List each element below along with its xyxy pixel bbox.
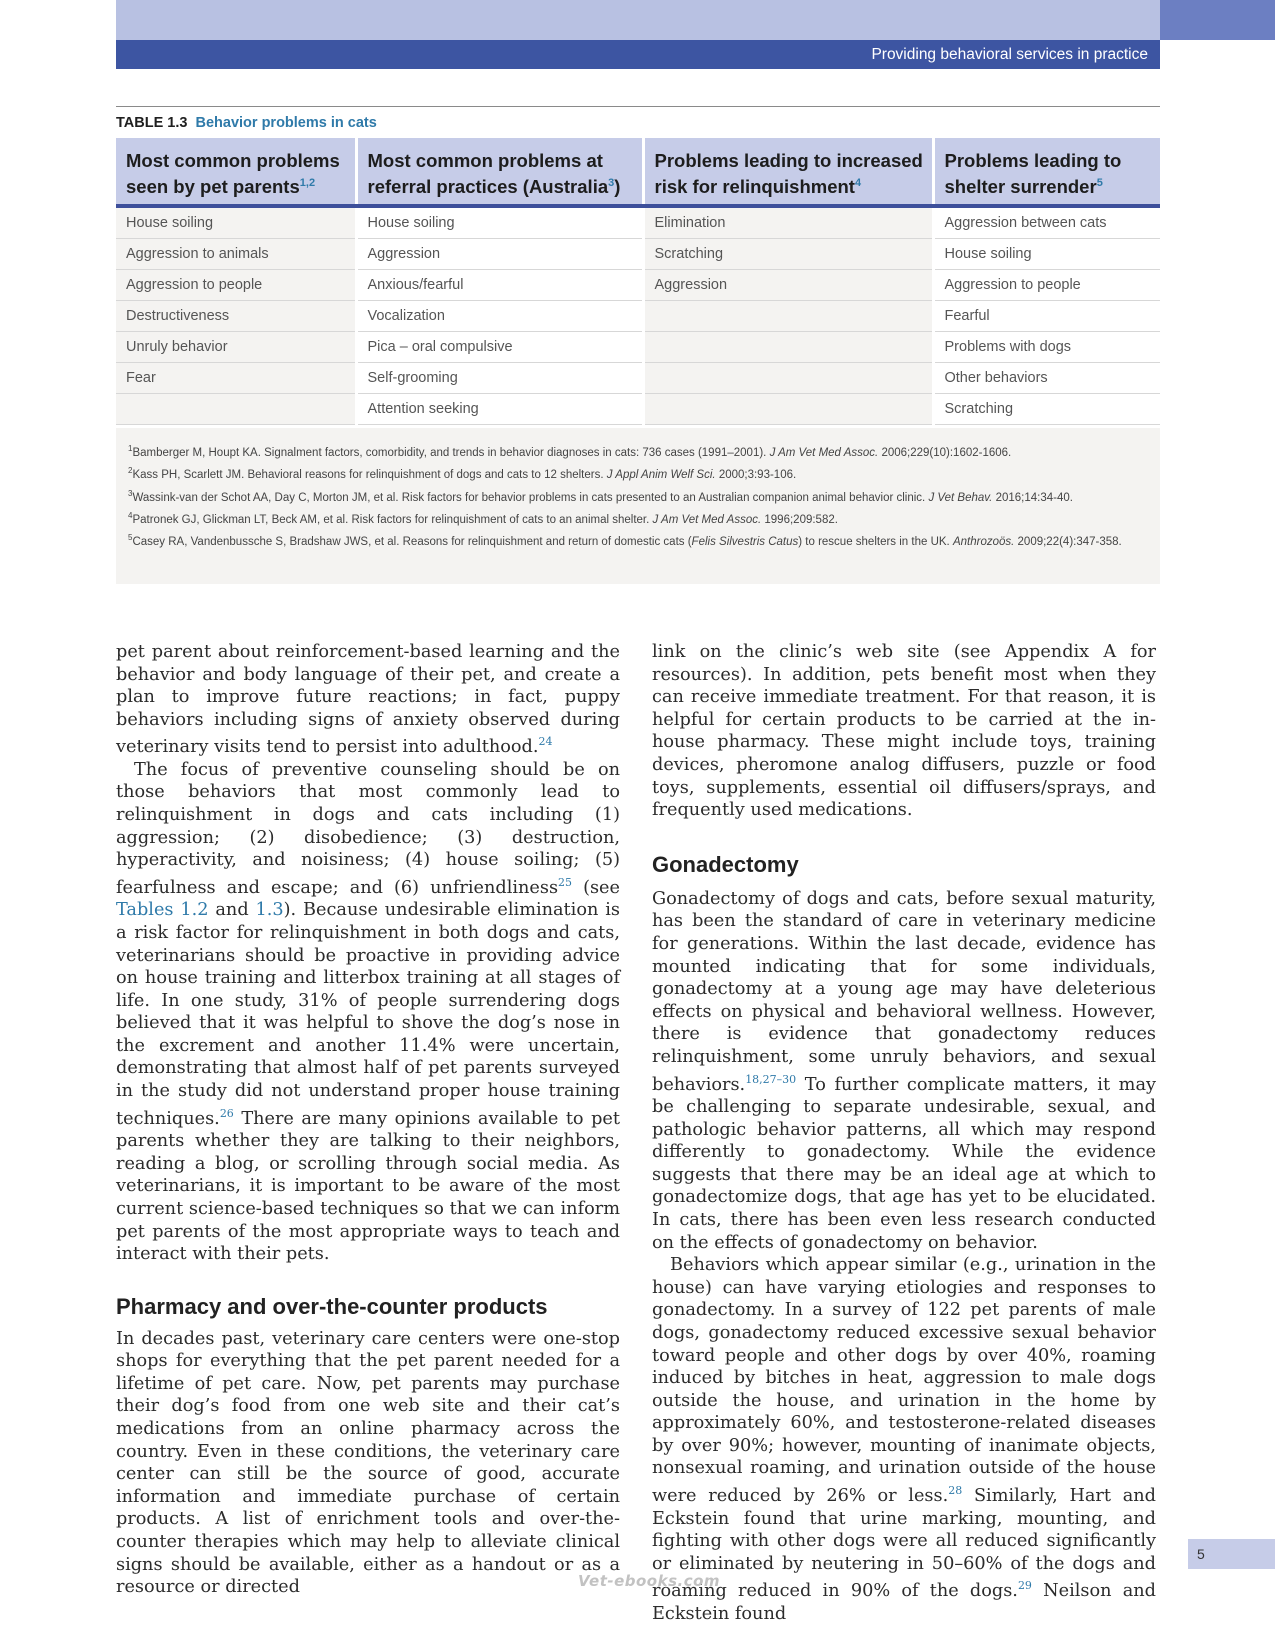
table-cell [643,332,933,363]
column-header-referral-practices: Most common problems at referral practices (Australia$^3$) [356,138,643,206]
running-header [116,40,1160,69]
table-cell: Attention seeking [356,394,643,425]
reference-item: $^4$Patronek GJ, Glickman LT, Beck AM, et al. Risk factors for relinquishment of cats to an animal shelter. J Am Vet Med Assoc. 1996;209:582. [128,510,838,526]
reference-item: $^5$Casey RA, Vandenbussche S, Bradshaw JWS, et al. Reasons for relinquishment and return of domestic cats (Felis Silvestris Catus) to rescue shelters in the UK. Anthrozoös. 2009;22(4):347-358. [128,533,1122,549]
watermark-logo: Vet-ebooks.com [578,1572,721,1590]
table-label: TABLE 1.3 [116,115,188,131]
left-text-column [116,641,620,1599]
table-caption [116,115,377,131]
table-cell: Scratching [643,239,933,270]
reference-item: $^2$Kass PH, Scarlett JM. Behavioral reasons for relinquishment of dogs and cats to 12 shelters. J Appl Anim Welf Sci. 2000;3:93-106. [128,466,797,482]
table-cell: Destructiveness [116,301,356,332]
table-cell: Aggression to people [933,270,1160,301]
section-heading-pharmacy: Pharmacy and over-the-counter products [116,1293,548,1319]
citation-link[interactable]: 18,27–30 [745,1072,797,1086]
table-cell: Other behaviors [933,363,1160,394]
reference-item: $^3$Wassink-van der Schot AA, Day C, Morton JM, et al. Risk factors for behavior problems in cats presented to an Australian companion animal behavior clinic. J Vet Behav. 2016;14:34-40. [128,488,1073,504]
table-cell: Anxious/fearful [356,270,643,301]
body-paragraph: pet parent about reinforcement-based learning and the behavior and body language of their pet, and create a plan to improve future reactions; in fact, puppy behaviors including signs of anxiety observed during veterinary visits tend to persist into adulthood.$^{24}$ [116,642,620,758]
body-paragraph: link on the clinic’s web site (see Appendix A for resources). In addition, pets benefit most when they can receive immediate treatment. For that reason, it is helpful for certain products to be carried at the in-house pharmacy. These might include toys, training devices, pheromone analog diffusers, puzzle or food toys, supplements, essential oil diffusers/sprays, and frequently used medications. [652,642,1156,821]
table-row [116,206,1160,239]
table-row [116,363,1160,394]
table-title: Behavior problems in cats [195,115,377,131]
table-cell [643,363,933,394]
table-cell: House soiling [116,206,356,239]
table-cell: Scratching [933,394,1160,425]
table-references [116,428,1160,584]
table-header-row [116,138,1160,206]
table-cell: Aggression between cats [933,206,1160,239]
table-top-rule [116,106,1160,107]
table-cell: Pica – oral compulsive [356,332,643,363]
table-cell: Fearful [933,301,1160,332]
citation-link[interactable]: 28 [948,1484,963,1498]
table-cell: Aggression to people [116,270,356,301]
table-cell: Problems with dogs [933,332,1160,363]
table-row [116,394,1160,425]
body-paragraph: Behaviors which appear similar (e.g., urination in the house) can have varying etiologies and responses to gonadectomy. In a survey of 122 pet parents of male dogs, gonadectomy reduced excessive sexual behavior toward people and other dogs by over 40%, roaming induced by bitches in heat, aggression to male dogs outside the house, and urination in the home by approximately 60%, and testosterone-related diseases by over 90%; however, mounting of inanimate objects, nonsexual roaming, and urination outside of the house were reduced by 26% or less.$^{28}$ Similarly, Hart and Eckstein found that urine marking, mounting, and fighting with other dogs were all reduced significantly or eliminated by neutering in 50–60% of the dogs and roaming reduced in 90% of the dogs.$^{29}$ Neilson and Eckstein found [652,1255,1156,1624]
table-cell: House soiling [933,239,1160,270]
running-title: Providing behavioral services in practice [871,46,1148,63]
table-row [116,239,1160,270]
behavior-problems-table [116,138,1160,425]
citation-link[interactable]: 29 [1017,1579,1032,1593]
citation-link[interactable]: 24 [538,735,553,749]
table-cell: Vocalization [356,301,643,332]
body-paragraph: In decades past, veterinary care centers were one-stop shops for everything that the pet parent needed for a lifetime of pet care. Now, pet parents may purchase their dog’s food from one web site and their cat’s medications from an online pharmacy across the country. Even in these conditions, the veterinary care center can still be the source of good, accurate information and immediate purchase of certain products. A list of enrichment tools and over-the-counter therapies which may help to alleviate clinical signs should be available, either as a handout or as a resource or directed [116,1328,620,1598]
reference-item: $^1$Bamberger M, Houpt KA. Signalment factors, comorbidity, and trends in behavior diagnoses in cats: 736 cases (1991–2001). J Am Vet Med Assoc. 2006;229(10):1602-1606. [128,444,1012,459]
header-accent-block [1160,0,1275,40]
table-cell: Elimination [643,206,933,239]
table-row [116,332,1160,363]
table-cell: House soiling [356,206,643,239]
column-header-shelter-surrender: Problems leading to shelter surrender$^5$ [933,138,1160,206]
table-1-2-link[interactable]: Tables 1.2 [116,900,209,921]
table-cell: Unruly behavior [116,332,356,363]
table-cell [643,301,933,332]
table-row [116,301,1160,332]
table-1-3-link[interactable]: 1.3 [255,900,284,921]
column-header-pet-parents: Most common problems seen by pet parents$^{1,2}$ [116,138,356,206]
section-heading-gonadectomy: Gonadectomy [652,851,799,877]
citation-link[interactable]: 25 [558,875,573,889]
header-band [116,0,1160,40]
table-cell: Aggression [643,270,933,301]
table-cell [116,394,356,425]
right-text-column [652,641,1156,1625]
page-number: 5 [1188,1539,1275,1569]
citation-link[interactable]: 26 [219,1106,234,1120]
body-paragraph: The focus of preventive counseling should be on those behaviors that most commonly lead to relinquishment in dogs and cats including (1) aggression; (2) disobedience; (3) destruction, hyperactivity, and noisiness; (4) house soiling; (5) fearfulness and escape; and (6) unfriendliness$^{25}$ (see Tables 1.2 and 1.3). Because undesirable elimination is a risk factor for relinquishment in both dogs and cats, veterinarians should be proactive in providing advice on house training and litterbox training at all stages of life. In one study, 31% of people surrendering dogs believed that it was helpful to shove the dog’s nose in the excrement and another 11.4% were uncertain, demonstrating that almost half of pet parents surveyed in the study did not understand proper house training techniques.$^{26}$ There are many opinions available to pet parents whether they are talking to their neighbors, reading a blog, or scrolling through social media. As veterinarians, it is important to be aware of the most current science-based techniques so that we can inform pet parents of the most appropriate ways to teach and interact with their pets. [116,759,620,1265]
table-cell: Aggression to animals [116,239,356,270]
table-row [116,270,1160,301]
table-cell: Fear [116,363,356,394]
table-cell: Aggression [356,239,643,270]
table-cell [643,394,933,425]
body-paragraph: Gonadectomy of dogs and cats, before sexual maturity, has been the standard of care in veterinary medicine for generations. Within the last decade, evidence has mounted indicating that for some individuals, gonadectomy at a young age may have deleterious effects on physical and behavioral wellness. However, there is evidence that gonadectomy reduces relinquishment, some unruly behaviors, and sexual behaviors.$^{18,27-30}$ To further complicate matters, it may be challenging to separate undesirable, sexual, and pathologic behavior patterns, all which may respond differently to gonadectomy. While the evidence suggests that there may be an ideal age at which to gonadectomize dogs, that age has yet to be elucidated. In cats, there has been even less research conducted on the effects of gonadectomy on behavior. [652,888,1156,1253]
table-cell: Self-grooming [356,363,643,394]
column-header-relinquishment: Problems leading to increased risk for relinquishment$^4$ [643,138,933,206]
